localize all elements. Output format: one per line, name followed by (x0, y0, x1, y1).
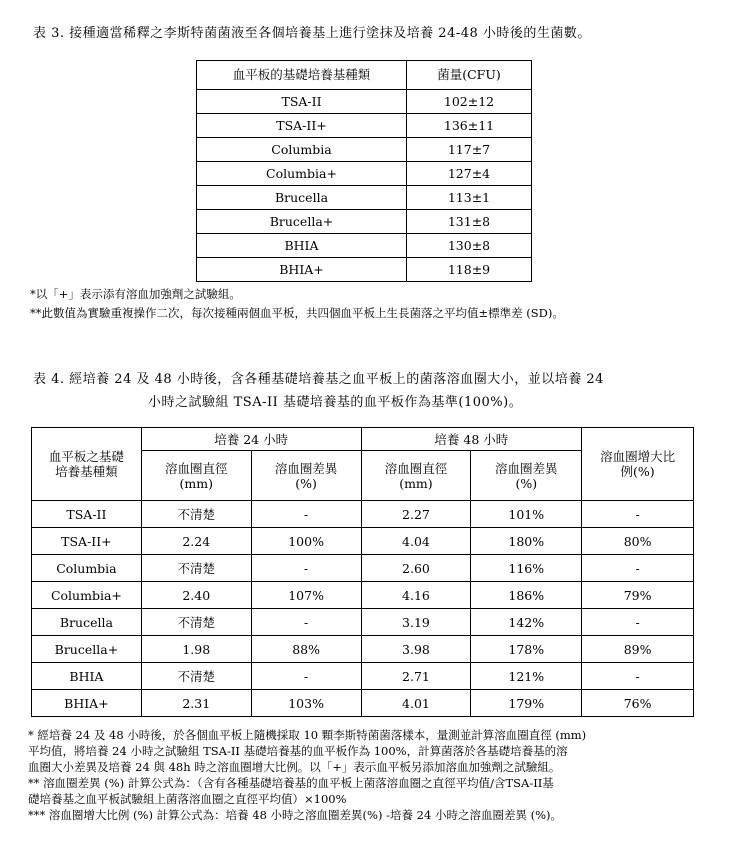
table4-cell: 不清楚 (141, 555, 251, 582)
table4-header-row-1 (32, 428, 694, 451)
table4-cell: 88% (251, 636, 361, 663)
table3 (196, 60, 532, 282)
table-row (32, 663, 694, 690)
table4-sub-diameter-24h: 溶血圈直徑(mm) (141, 451, 251, 501)
table4-cell: 103% (251, 690, 361, 717)
table4-cell: 2.24 (141, 528, 251, 555)
table4-cell: - (582, 501, 694, 528)
table-row (32, 690, 694, 717)
table-row (197, 210, 532, 234)
table4-cell: 2.71 (361, 663, 471, 690)
table4-cell: TSA-II (32, 501, 142, 528)
table4-sub-diameter-48h: 溶血圈直徑(mm) (361, 451, 471, 501)
table4-sub-diff-24h: 溶血圈差異(%) (251, 451, 361, 501)
table4-cell: 2.40 (141, 582, 251, 609)
table-row (32, 636, 694, 663)
table3-cell: 130±8 (407, 234, 532, 258)
table4-cell: 179% (471, 690, 582, 717)
table4-cell: - (251, 501, 361, 528)
table4-header-24h: 培養 24 小時 (141, 428, 361, 451)
table4-cell: 3.19 (361, 609, 471, 636)
table-row (197, 138, 532, 162)
table4-cell: 4.16 (361, 582, 471, 609)
table4-cell: 101% (471, 501, 582, 528)
table3-cell: 113±1 (407, 186, 532, 210)
table4-cell: 107% (251, 582, 361, 609)
table3-cell: TSA-II (197, 90, 407, 114)
table3-cell: Brucella (197, 186, 407, 210)
table3-header-cfu: 菌量(CFU) (407, 61, 532, 90)
table4-cell: 76% (582, 690, 694, 717)
table4-footnote-line: ** 溶血圈差異 (%) 計算公式為：（含有各種基礎培養基的血平板上菌落溶血圈之直徑平均值/含TSA-II基 (28, 776, 554, 790)
table4-cell: 不清楚 (141, 501, 251, 528)
table4-cell: 2.27 (361, 501, 471, 528)
table3-note-1: *以「+」表示添有溶血加強劑之試驗組。 (30, 287, 241, 301)
table4-cell: 100% (251, 528, 361, 555)
table4-cell: - (582, 555, 694, 582)
table3-header-medium: 血平板的基礎培養基種類 (197, 61, 407, 90)
table4-footnote-line: * 經培養 24 及 48 小時後，於各個血平板上隨機採取 10 顆李斯特菌菌落樣本，量測並計算溶血圈直徑 (mm) (28, 728, 587, 742)
table4-footnotes (28, 727, 708, 823)
table4-footnote-line: 礎培養基之血平板試驗組上菌落溶血圈之直徑平均值）×100% (28, 792, 347, 806)
table3-cell: 102±12 (407, 90, 532, 114)
table4-footnote-line: 平均值，將培養 24 小時之試驗組 TSA-II 基礎培養基的血平板作為 100%，計算菌落於各基礎培養基的溶 (28, 744, 568, 758)
table4-header-medium: 血平板之基礎培養基種類 (32, 428, 142, 501)
table4-cell: - (582, 663, 694, 690)
table-row (32, 555, 694, 582)
table3-cell: 127±4 (407, 162, 532, 186)
table4-header-48h: 培養 48 小時 (361, 428, 582, 451)
table3-cell: TSA-II+ (197, 114, 407, 138)
table4-cell: 4.04 (361, 528, 471, 555)
table4-cell: 116% (471, 555, 582, 582)
table-row (32, 501, 694, 528)
table4-header-ratio: 溶血圈增大比例(%) (582, 428, 694, 501)
table4-cell: 不清楚 (141, 609, 251, 636)
table4-cell: Columbia (32, 555, 142, 582)
table4-cell: BHIA+ (32, 690, 142, 717)
table4-cell: - (251, 555, 361, 582)
table4-footnote-line: 血圈大小差異及培養 24 與 48h 時之溶血圈增大比例。以「+」表示血平板另添加溶血加強劑之試驗組。 (28, 760, 561, 774)
table3-cell: 136±11 (407, 114, 532, 138)
table3-cell: BHIA+ (197, 258, 407, 282)
table-row (32, 609, 694, 636)
table-row (32, 582, 694, 609)
table3-cell: 131±8 (407, 210, 532, 234)
table4-cell: Columbia+ (32, 582, 142, 609)
table3-header-row (197, 61, 532, 90)
table4-cell: TSA-II+ (32, 528, 142, 555)
table4-cell: - (251, 609, 361, 636)
table4-cell: 89% (582, 636, 694, 663)
table4-cell: Brucella+ (32, 636, 142, 663)
table4-cell: 2.60 (361, 555, 471, 582)
table4-cell: 不清楚 (141, 663, 251, 690)
table4-cell: - (582, 609, 694, 636)
table4-cell: 1.98 (141, 636, 251, 663)
table-row (32, 528, 694, 555)
table4-cell: BHIA (32, 663, 142, 690)
table4-cell: - (251, 663, 361, 690)
table-row (197, 258, 532, 282)
table-row (197, 186, 532, 210)
table4-cell: 3.98 (361, 636, 471, 663)
table4-cell: 80% (582, 528, 694, 555)
table4-cell: 79% (582, 582, 694, 609)
table3-cell: BHIA (197, 234, 407, 258)
table4-cell: 121% (471, 663, 582, 690)
table4-footnote-line: *** 溶血圈增大比例 (%) 計算公式為：培養 48 小時之溶血圈差異(%) -培養 24 小時之溶血圈差異 (%)。 (28, 808, 562, 822)
table4-sub-diff-48h: 溶血圈差異(%) (471, 451, 582, 501)
table4-cell: 2.31 (141, 690, 251, 717)
table-row (197, 90, 532, 114)
table4-cell: Brucella (32, 609, 142, 636)
table3-cell: 118±9 (407, 258, 532, 282)
table3-cell: Columbia (197, 138, 407, 162)
table3-note-2: **此數值為實驗重複操作二次，每次接種兩個血平板，共四個血平板上生長菌落之平均值±標準差 (SD)。 (30, 306, 564, 320)
table-row (197, 234, 532, 258)
table4-caption-line2: 小時之試驗組 TSA-II 基礎培養基的血平板作為基準(100%)。 (148, 395, 523, 410)
table-row (197, 162, 532, 186)
table3-cell: 117±7 (407, 138, 532, 162)
table4 (31, 427, 694, 717)
table4-cell: 178% (471, 636, 582, 663)
table3-cell: Columbia+ (197, 162, 407, 186)
table3-cell: Brucella+ (197, 210, 407, 234)
table-row (197, 114, 532, 138)
table4-cell: 186% (471, 582, 582, 609)
table4-caption-line1: 表 4. 經培養 24 及 48 小時後，含各種基礎培養基之血平板上的菌落溶血圈大小，並以培養 24 (33, 372, 604, 387)
table4-cell: 180% (471, 528, 582, 555)
table4-cell: 142% (471, 609, 582, 636)
table4-cell: 4.01 (361, 690, 471, 717)
table3-caption: 表 3. 接種適當稀釋之李斯特菌菌液至各個培養基上進行塗抹及培養 24-48 小時後的生菌數。 (33, 26, 591, 41)
